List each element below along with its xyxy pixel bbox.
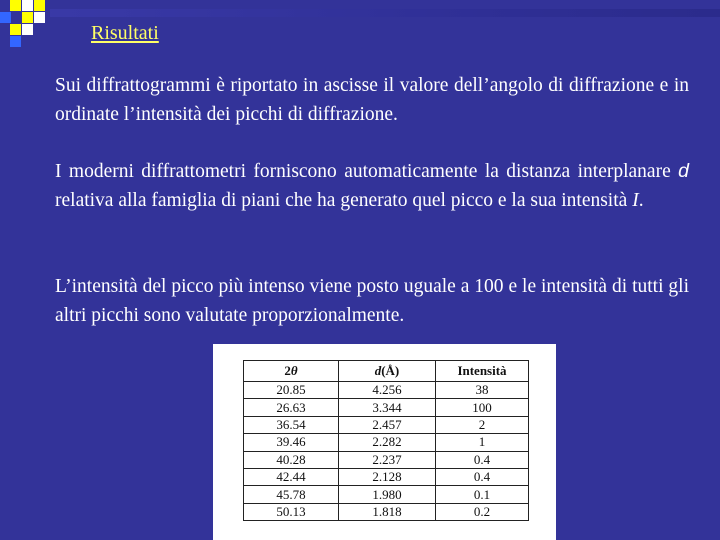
paragraph-3-text: L’intensità del picco più intenso viene posto uguale a 100 e le intensità di tutti gli altri picchi sono valutate proporzionalmente. [55, 276, 689, 326]
cell-d: 2.128 [339, 468, 436, 485]
paragraph-1 [55, 71, 689, 129]
cell-intensity: 100 [436, 399, 529, 416]
deco-square [10, 36, 21, 47]
table-row [244, 503, 529, 520]
cell-2theta: 36.54 [244, 416, 339, 433]
deco-square [10, 24, 21, 35]
cell-2theta: 26.63 [244, 399, 339, 416]
table-row [244, 434, 529, 451]
header-intensity: Intensità [436, 361, 529, 382]
paragraph-2-text: . [638, 190, 644, 211]
cell-intensity: 38 [436, 382, 529, 399]
cell-d: 1.980 [339, 486, 436, 503]
slide-title: Risultati [91, 22, 159, 44]
cell-2theta: 45.78 [244, 486, 339, 503]
corner-decoration [0, 0, 60, 50]
deco-square [34, 12, 45, 23]
table-row [244, 468, 529, 485]
header-2theta: 2θ [244, 361, 339, 382]
table-row [244, 399, 529, 416]
cell-d: 2.237 [339, 451, 436, 468]
title-bar-line [50, 9, 720, 17]
paragraph-2-text: relativa alla famiglia di piani che ha generato quel picco e la sua intensità [55, 190, 633, 211]
cell-2theta: 50.13 [244, 503, 339, 520]
cell-intensity: 0.2 [436, 503, 529, 520]
paragraph-3 [55, 272, 689, 330]
cell-intensity: 0.4 [436, 451, 529, 468]
table-row [244, 486, 529, 503]
header-d: d(Å) [339, 361, 436, 382]
cell-d: 1.818 [339, 503, 436, 520]
table-row [244, 451, 529, 468]
table-row [244, 416, 529, 433]
cell-intensity: 0.1 [436, 486, 529, 503]
cell-2theta: 40.28 [244, 451, 339, 468]
deco-square [0, 12, 11, 23]
deco-square [22, 12, 33, 23]
cell-2theta: 42.44 [244, 468, 339, 485]
symbol-d: d [678, 160, 689, 182]
cell-2theta: 39.46 [244, 434, 339, 451]
cell-d: 3.344 [339, 399, 436, 416]
table-panel [213, 344, 556, 540]
symbol-i: I [632, 190, 639, 211]
cell-d: 4.256 [339, 382, 436, 399]
paragraph-1-text: Sui diffrattogrammi è riportato in ascisse il valore dell’angolo di diffrazione e in ordinate l’intensità dei picchi di diffrazione. [55, 75, 689, 125]
deco-square [22, 24, 33, 35]
table-row [244, 382, 529, 399]
cell-d: 2.282 [339, 434, 436, 451]
cell-intensity: 2 [436, 416, 529, 433]
paragraph-2 [55, 157, 689, 215]
cell-2theta: 20.85 [244, 382, 339, 399]
table-header-row [244, 361, 529, 382]
diffraction-table [243, 360, 529, 521]
deco-square [34, 0, 45, 11]
cell-intensity: 0.4 [436, 468, 529, 485]
cell-d: 2.457 [339, 416, 436, 433]
deco-square [10, 0, 21, 11]
cell-intensity: 1 [436, 434, 529, 451]
paragraph-2-text: I moderni diffrattometri forniscono automaticamente la distanza interplanare [55, 161, 679, 182]
deco-square [22, 0, 33, 11]
